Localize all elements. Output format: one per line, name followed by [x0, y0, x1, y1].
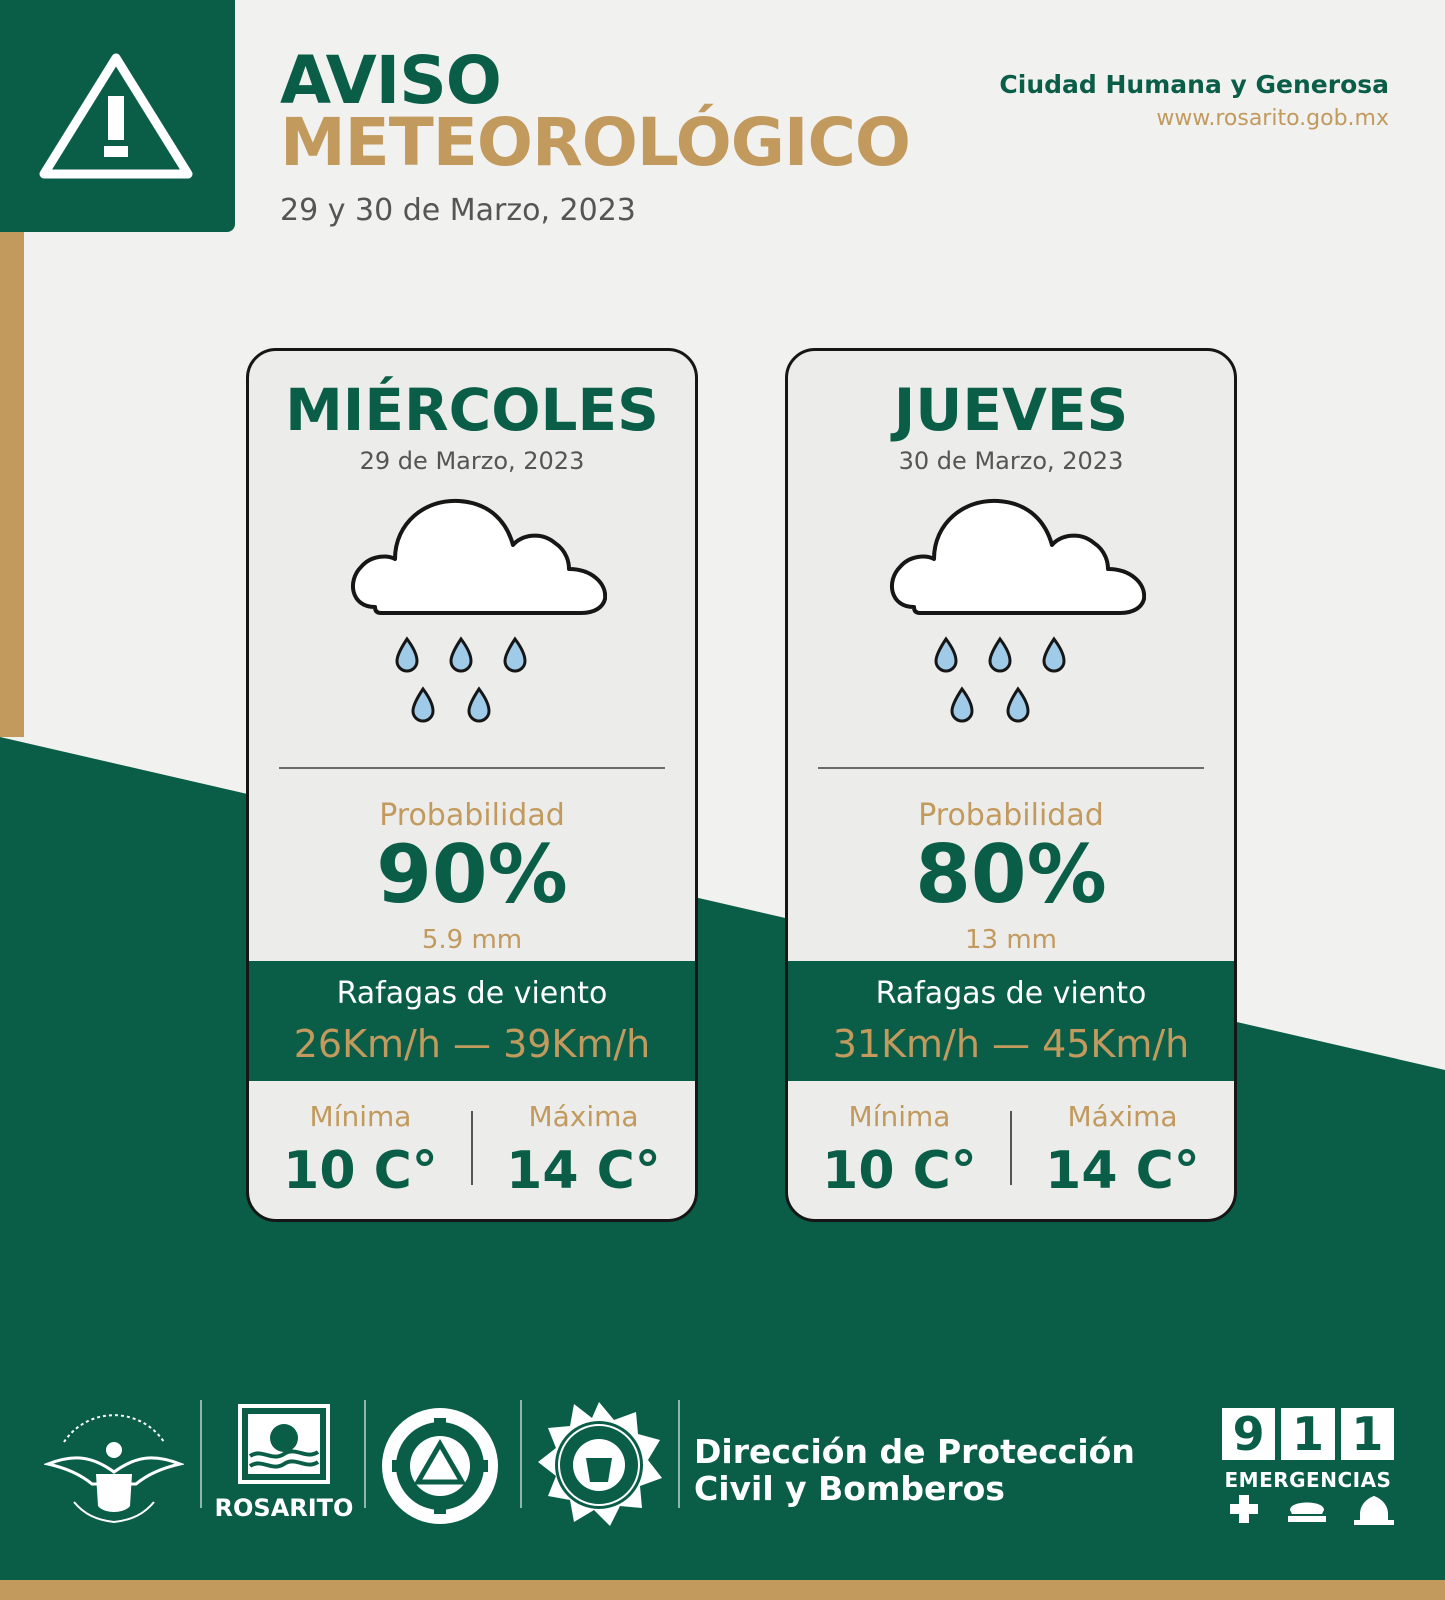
probability-label: Probabilidad	[379, 798, 565, 833]
firefighter-helmet-icon	[1354, 1496, 1394, 1525]
wind-band	[249, 961, 695, 1081]
day-date: 29 de Marzo, 2023	[359, 447, 585, 475]
slogan: Ciudad Humana y Generosa	[999, 70, 1389, 99]
rosarito-wordmark: ROSARITO	[214, 1494, 354, 1522]
wind-label: Rafagas de viento	[875, 976, 1147, 1011]
probability-label: Probabilidad	[918, 798, 1104, 833]
temp-min-value: 10 C°	[822, 1141, 977, 1201]
temp-min-label: Mínima	[309, 1100, 412, 1133]
rain-cloud-icon	[345, 489, 607, 725]
organization-name	[694, 1434, 1135, 1508]
temp-max-value: 14 C°	[1045, 1141, 1200, 1201]
police-cap-icon	[1288, 1503, 1326, 1523]
probability-value: 80%	[915, 828, 1107, 921]
temp-max	[1011, 1100, 1234, 1201]
emergency-number	[1222, 1408, 1394, 1460]
emergency-label: EMERGENCIAS	[1224, 1468, 1392, 1492]
footer-separator	[364, 1400, 366, 1508]
fire-department-seal-logo	[534, 1400, 664, 1530]
forecast-card-wednesday	[246, 348, 698, 1222]
medical-cross-icon	[1230, 1495, 1258, 1523]
card-divider	[279, 767, 665, 769]
date-range: 29 y 30 de Marzo, 2023	[280, 193, 636, 228]
rain-cloud-icon	[884, 489, 1146, 725]
title-meteorologico: METEOROLÓGICO	[280, 104, 910, 181]
emergency-digit: 1	[1281, 1408, 1334, 1460]
precipitation-amount: 13 mm	[964, 925, 1057, 955]
temp-min-label: Mínima	[848, 1100, 951, 1133]
warning-triangle-icon	[38, 50, 194, 182]
emergency-services-icons	[1222, 1492, 1394, 1530]
forecast-card-thursday	[785, 348, 1237, 1222]
wind-range: 31Km/h — 45Km/h	[832, 1022, 1190, 1066]
temp-min	[788, 1100, 1011, 1201]
organization-name-line1: Dirección de Protección	[694, 1432, 1135, 1471]
organization-name-line2: Civil y Bomberos	[694, 1468, 1005, 1508]
day-date: 30 de Marzo, 2023	[898, 447, 1124, 475]
footer-separator	[520, 1400, 522, 1508]
temp-max-label: Máxima	[1067, 1100, 1178, 1133]
temp-max-value: 14 C°	[506, 1141, 661, 1201]
wind-range: 26Km/h — 39Km/h	[293, 1022, 651, 1066]
wind-label: Rafagas de viento	[336, 976, 608, 1011]
eagle-emblem-logo	[44, 1402, 184, 1532]
day-name: JUEVES	[893, 376, 1129, 444]
card-divider	[818, 767, 1204, 769]
precipitation-amount: 5.9 mm	[421, 925, 523, 955]
wind-band	[788, 961, 1234, 1081]
temp-min-value: 10 C°	[283, 1141, 438, 1201]
emergency-digit: 1	[1341, 1408, 1394, 1460]
footer-separator	[678, 1400, 680, 1508]
temp-max	[472, 1100, 695, 1201]
day-name: MIÉRCOLES	[285, 376, 659, 444]
temp-min	[249, 1100, 472, 1201]
emergency-911	[1222, 1408, 1394, 1534]
footer-separator	[200, 1400, 202, 1508]
warning-badge	[0, 0, 235, 232]
civil-protection-logo	[378, 1404, 502, 1528]
title-aviso: AVISO	[280, 42, 501, 119]
emergency-digit: 9	[1222, 1408, 1275, 1460]
probability-value: 90%	[376, 828, 568, 921]
temp-max-label: Máxima	[528, 1100, 639, 1133]
rosarito-logo	[238, 1404, 330, 1484]
website-link[interactable]: www.rosarito.gob.mx	[1156, 106, 1389, 131]
